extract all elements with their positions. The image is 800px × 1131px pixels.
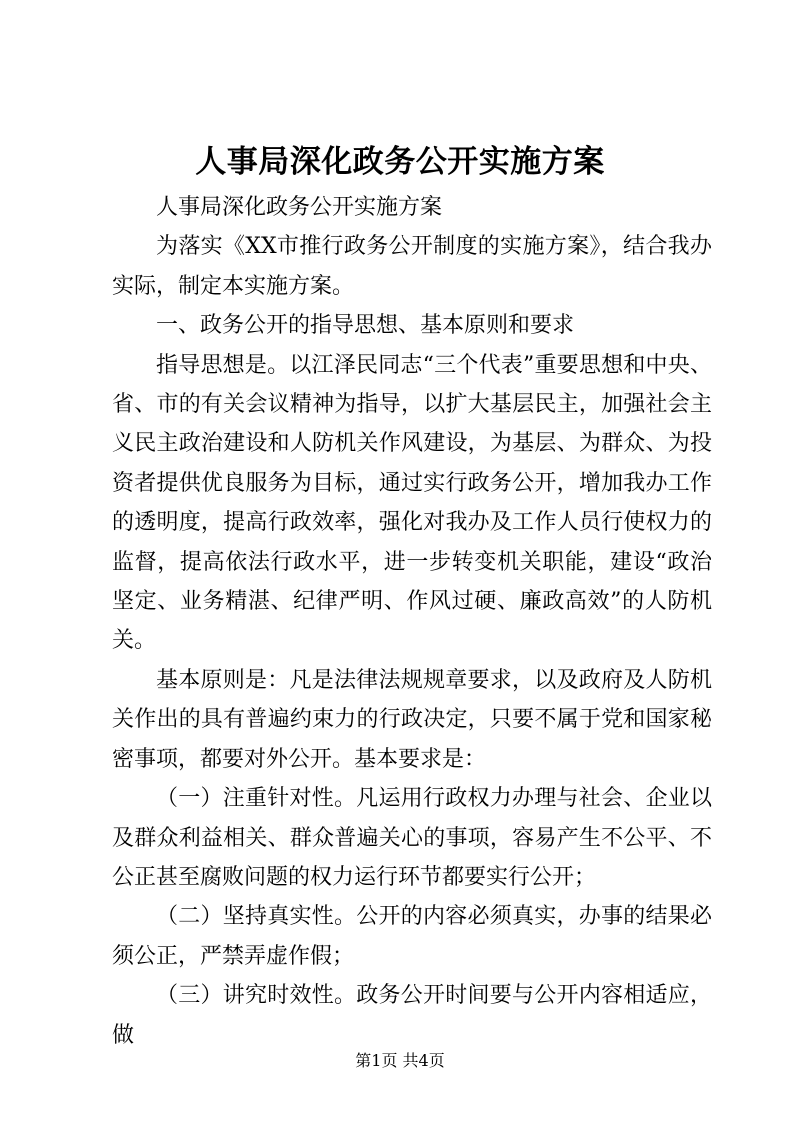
paragraph-requirement-1: （一）注重针对性。凡运用行政权力办理与社会、企业以及群众利益相关、群众普遍关心的事项，容易产生不公平、不公正甚至腐败问题的权力运行环节都要实行公开； [112, 786, 712, 890]
paragraph-requirement-2: （二）坚持真实性。公开的内容必须真实，办事的结果必须公正，严禁弄虚作假； [112, 904, 712, 969]
document-body [112, 188, 712, 1055]
paragraph-requirement-3: （三）讲究时效性。政务公开时间要与公开内容相适应，做 [112, 983, 712, 1048]
section-heading-1: 一、政务公开的指导思想、基本原则和要求 [156, 313, 575, 339]
page-number: 第1页 共4页 [355, 1051, 445, 1070]
paragraph-intro: 为落实《XX市推行政务公开制度的实施方案》，结合我办实际，制定本实施方案。 [112, 234, 712, 299]
document-title: 人事局深化政务公开实施方案 [195, 144, 605, 180]
paragraph-guiding-ideology: 指导思想是。以江泽民同志“三个代表”重要思想和中央、省、市的有关会议精神为指导，以扩大基层民主，加强社会主义民主政治建设和人防机关作风建设，为基层、为群众、为投资者提供优良服务为目标，通过实行政务公开，增加我办工作的透明度，提高行政效率，强化对我办及工作人员行使权力的监督，提高依法行政水平，进一步转变机关职能，建设“政治坚定、业务精湛、纪律严明、作风过硬、廉政高效”的人防机关。 [112, 352, 712, 654]
paragraph-subtitle: 人事局深化政务公开实施方案 [156, 195, 443, 220]
paragraph-basic-principles: 基本原则是：凡是法律法规规章要求，以及政府及人防机关作出的具有普遍约束力的行政决定，只要不属于党和国家秘密事项，都要对外公开。基本要求是： [112, 667, 712, 772]
page-footer [0, 1050, 800, 1072]
